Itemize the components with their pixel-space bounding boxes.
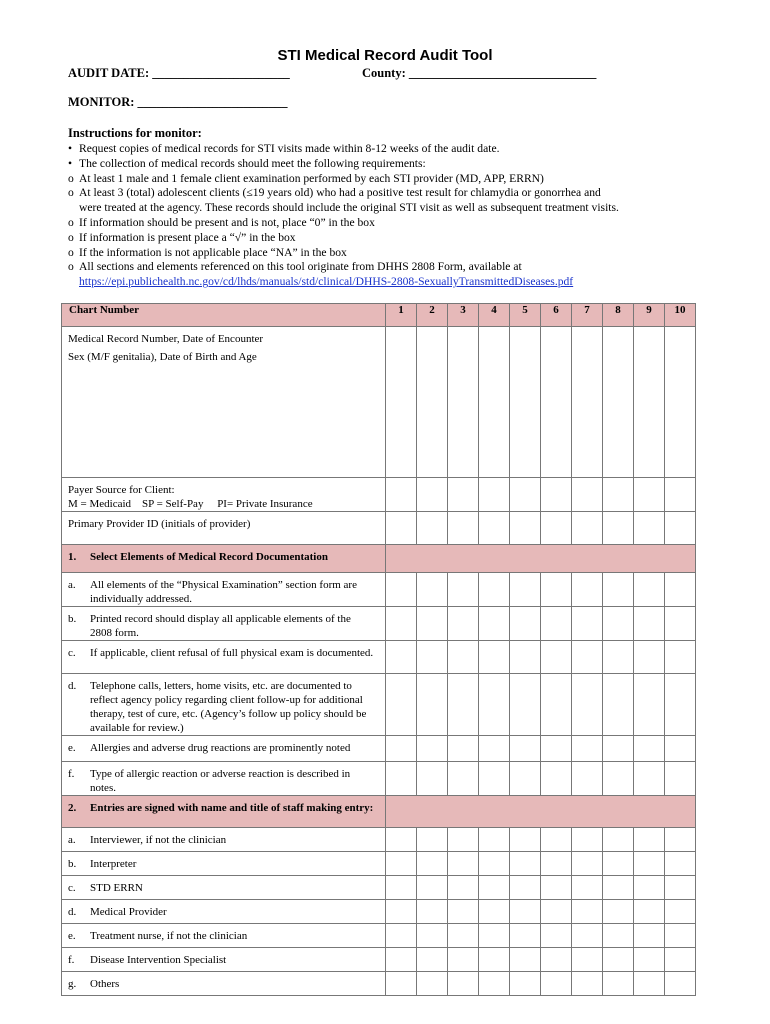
audit-date-field: AUDIT DATE: ______________________ <box>68 66 290 80</box>
audit-item-label <box>62 607 386 641</box>
instruction-item <box>68 157 698 172</box>
audit-entry-cell[interactable] <box>665 852 696 876</box>
audit-entry-cell[interactable] <box>541 852 572 876</box>
chart-column-header: 9 <box>634 304 665 327</box>
audit-entry-cell[interactable] <box>386 948 417 972</box>
audit-entry-cell[interactable] <box>634 762 665 796</box>
instruction-item <box>68 142 698 157</box>
dhhs-2808-form-link[interactable]: https://epi.publichealth.nc.gov/cd/lhds/manuals/std/clinical/DHHS-2808-SexuallyTransmittedDiseases.pdf <box>79 275 574 289</box>
audit-entry-cell[interactable] <box>417 876 448 900</box>
audit-entry-cell[interactable] <box>603 876 634 900</box>
audit-entry-cell[interactable] <box>603 736 634 762</box>
audit-entry-cell[interactable] <box>665 876 696 900</box>
audit-entry-cell[interactable] <box>634 478 665 512</box>
audit-entry-cell[interactable] <box>386 573 417 607</box>
audit-entry-cell[interactable] <box>665 828 696 852</box>
record-info-label <box>62 327 386 478</box>
audit-item-row <box>62 607 696 641</box>
audit-entry-cell[interactable] <box>448 478 479 512</box>
item-letter: a. <box>68 834 76 846</box>
audit-entry-cell[interactable] <box>572 924 603 948</box>
record-info-row <box>62 327 696 478</box>
item-letter: e. <box>68 742 76 754</box>
audit-entry-cell[interactable] <box>572 972 603 996</box>
audit-entry-cell[interactable] <box>541 900 572 924</box>
audit-entry-cell[interactable] <box>448 852 479 876</box>
audit-entry-cell[interactable] <box>386 512 417 545</box>
audit-entry-cell[interactable] <box>572 736 603 762</box>
audit-entry-cell[interactable] <box>479 573 510 607</box>
audit-entry-cell[interactable] <box>510 327 541 478</box>
item-letter: e. <box>68 930 76 942</box>
audit-entry-cell[interactable] <box>634 972 665 996</box>
section-title-text: Select Elements of Medical Record Documentation <box>90 551 328 563</box>
audit-entry-cell[interactable] <box>417 573 448 607</box>
audit-entry-cell[interactable] <box>634 876 665 900</box>
payer-source-row <box>62 478 696 512</box>
chart-column-header: 10 <box>665 304 696 327</box>
audit-entry-cell[interactable] <box>572 828 603 852</box>
audit-entry-cell[interactable] <box>417 478 448 512</box>
audit-item-label <box>62 924 386 948</box>
audit-entry-cell[interactable] <box>417 972 448 996</box>
section-title-text: Entries are signed with name and title of staff making entry: <box>90 802 374 814</box>
section-header-fill <box>386 545 696 573</box>
audit-entry-cell[interactable] <box>386 736 417 762</box>
audit-entry-cell[interactable] <box>603 607 634 641</box>
audit-item-row <box>62 900 696 924</box>
audit-entry-cell[interactable] <box>417 607 448 641</box>
audit-entry-cell[interactable] <box>386 762 417 796</box>
audit-entry-cell[interactable] <box>479 828 510 852</box>
primary-provider-row <box>62 512 696 545</box>
audit-entry-cell[interactable] <box>417 736 448 762</box>
primary-provider-label: Primary Provider ID (initials of provider) <box>62 512 386 545</box>
audit-entry-cell[interactable] <box>510 641 541 674</box>
item-text: Telephone calls, letters, home visits, etc. are documented to reflect agency policy regarding client follow-up for additional therapy, test of cure, etc. (Agency’s follow up policy should be available for review.) <box>90 680 367 734</box>
audit-entry-cell[interactable] <box>634 607 665 641</box>
audit-entry-cell[interactable] <box>479 924 510 948</box>
audit-entry-cell[interactable] <box>541 972 572 996</box>
audit-entry-cell[interactable] <box>386 607 417 641</box>
section-header-fill <box>386 796 696 828</box>
chart-column-header: 8 <box>603 304 634 327</box>
audit-entry-cell[interactable] <box>541 478 572 512</box>
audit-entry-cell[interactable] <box>634 828 665 852</box>
bullet-marker: o <box>68 230 74 244</box>
audit-entry-cell[interactable] <box>510 948 541 972</box>
audit-item-label <box>62 900 386 924</box>
audit-entry-cell[interactable] <box>572 478 603 512</box>
audit-entry-cell[interactable] <box>417 852 448 876</box>
instruction-text: If the information is not applicable place “NA” in the box <box>79 245 347 259</box>
instruction-item <box>68 201 698 216</box>
audit-entry-cell[interactable] <box>448 948 479 972</box>
audit-entry-cell[interactable] <box>572 876 603 900</box>
item-text: Medical Provider <box>90 906 167 918</box>
audit-entry-cell[interactable] <box>479 972 510 996</box>
audit-entry-cell[interactable] <box>417 762 448 796</box>
audit-entry-cell[interactable] <box>510 876 541 900</box>
audit-entry-cell[interactable] <box>510 607 541 641</box>
document-title: STI Medical Record Audit Tool <box>277 47 493 64</box>
instructions-list <box>68 142 698 290</box>
audit-entry-cell[interactable] <box>417 512 448 545</box>
audit-entry-cell[interactable] <box>603 327 634 478</box>
audit-entry-cell[interactable] <box>541 512 572 545</box>
audit-entry-cell[interactable] <box>510 573 541 607</box>
audit-entry-cell[interactable] <box>634 512 665 545</box>
audit-entry-cell[interactable] <box>634 736 665 762</box>
audit-item-label <box>62 852 386 876</box>
bullet-marker: o <box>68 171 74 185</box>
audit-entry-cell[interactable] <box>479 762 510 796</box>
audit-entry-cell[interactable] <box>510 512 541 545</box>
audit-entry-cell[interactable] <box>479 512 510 545</box>
section-header-row <box>62 796 696 828</box>
audit-entry-cell[interactable] <box>665 948 696 972</box>
audit-item-row <box>62 924 696 948</box>
audit-entry-cell[interactable] <box>541 924 572 948</box>
audit-item-label <box>62 736 386 762</box>
bullet-marker: o <box>68 260 74 274</box>
audit-item-label <box>62 762 386 796</box>
audit-entry-cell[interactable] <box>479 641 510 674</box>
record-info-line1: Medical Record Number, Date of Encounter <box>68 333 264 345</box>
audit-entry-cell[interactable] <box>448 972 479 996</box>
audit-entry-cell[interactable] <box>510 852 541 876</box>
item-text: Interpreter <box>90 858 137 870</box>
payer-line2: M = Medicaid SP = Self-Pay PI= Private Insurance <box>68 498 313 510</box>
audit-entry-cell[interactable] <box>448 876 479 900</box>
audit-entry-cell[interactable] <box>386 828 417 852</box>
audit-item-label <box>62 948 386 972</box>
chart-column-header: 3 <box>448 304 479 327</box>
audit-entry-cell[interactable] <box>541 736 572 762</box>
section-number: 2. <box>68 802 77 814</box>
instruction-item <box>68 260 698 275</box>
audit-entry-cell[interactable] <box>386 900 417 924</box>
item-text: Others <box>90 978 120 990</box>
bullet-marker: • <box>68 156 73 170</box>
item-text: Printed record should display all applicable elements of the 2808 form. <box>90 613 351 639</box>
audit-entry-cell[interactable] <box>448 924 479 948</box>
audit-entry-cell[interactable] <box>386 876 417 900</box>
bullet-marker: o <box>68 186 74 200</box>
payer-line1: Payer Source for Client: <box>68 484 175 496</box>
audit-entry-cell[interactable] <box>634 852 665 876</box>
instruction-text: were treated at the agency. These records should include the original STI visit as well as subsequent treatment visits. <box>79 201 619 215</box>
chart-column-header: 7 <box>572 304 603 327</box>
audit-entry-cell[interactable] <box>479 674 510 736</box>
audit-entry-cell[interactable] <box>448 641 479 674</box>
audit-entry-cell[interactable] <box>510 900 541 924</box>
audit-entry-cell[interactable] <box>603 852 634 876</box>
audit-entry-cell[interactable] <box>417 641 448 674</box>
audit-entry-cell[interactable] <box>603 674 634 736</box>
audit-entry-cell[interactable] <box>634 900 665 924</box>
item-letter: d. <box>68 906 77 918</box>
item-letter: c. <box>68 882 76 894</box>
instructions-title: Instructions for monitor: <box>68 126 202 140</box>
instruction-text: If information should be present and is not, place “0” in the box <box>79 215 375 229</box>
bullet-marker: o <box>68 245 74 259</box>
audit-entry-cell[interactable] <box>386 327 417 478</box>
audit-entry-cell[interactable] <box>665 762 696 796</box>
audit-entry-cell[interactable] <box>603 900 634 924</box>
audit-entry-cell[interactable] <box>448 674 479 736</box>
item-letter: g. <box>68 978 77 990</box>
audit-entry-cell[interactable] <box>417 948 448 972</box>
audit-item-row <box>62 762 696 796</box>
item-text: STD ERRN <box>90 882 143 894</box>
audit-entry-cell[interactable] <box>479 876 510 900</box>
audit-entry-cell[interactable] <box>572 327 603 478</box>
audit-item-row <box>62 573 696 607</box>
audit-entry-cell[interactable] <box>541 573 572 607</box>
audit-entry-cell[interactable] <box>448 828 479 852</box>
audit-entry-cell[interactable] <box>479 948 510 972</box>
audit-entry-cell[interactable] <box>541 327 572 478</box>
audit-entry-cell[interactable] <box>386 641 417 674</box>
audit-entry-cell[interactable] <box>417 924 448 948</box>
audit-item-row <box>62 736 696 762</box>
audit-entry-cell[interactable] <box>448 762 479 796</box>
section-title <box>62 545 386 573</box>
audit-item-label <box>62 573 386 607</box>
audit-entry-cell[interactable] <box>448 512 479 545</box>
audit-entry-cell[interactable] <box>634 641 665 674</box>
audit-entry-cell[interactable] <box>603 948 634 972</box>
item-letter: b. <box>68 613 77 625</box>
audit-entry-cell[interactable] <box>603 512 634 545</box>
audit-entry-cell[interactable] <box>541 607 572 641</box>
audit-entry-cell[interactable] <box>572 573 603 607</box>
item-text: Allergies and adverse drug reactions are prominently noted <box>90 742 351 754</box>
audit-entry-cell[interactable] <box>417 327 448 478</box>
item-letter: f. <box>68 954 75 966</box>
instruction-item <box>68 172 698 187</box>
instruction-text: Request copies of medical records for STI visits made within 8-12 weeks of the audit date. <box>79 142 500 155</box>
item-letter: a. <box>68 579 76 591</box>
audit-entry-cell[interactable] <box>510 828 541 852</box>
audit-entry-cell[interactable] <box>572 607 603 641</box>
audit-entry-cell[interactable] <box>510 762 541 796</box>
audit-entry-cell[interactable] <box>417 900 448 924</box>
audit-item-row <box>62 641 696 674</box>
audit-entry-cell[interactable] <box>634 924 665 948</box>
instruction-text: At least 1 male and 1 female client examination performed by each STI provider (MD, APP, ERRN) <box>79 171 544 185</box>
audit-item-label <box>62 828 386 852</box>
audit-entry-cell[interactable] <box>386 674 417 736</box>
audit-entry-cell[interactable] <box>603 972 634 996</box>
chart-column-header: 1 <box>386 304 417 327</box>
audit-entry-cell[interactable] <box>603 762 634 796</box>
audit-entry-cell[interactable] <box>665 512 696 545</box>
audit-entry-cell[interactable] <box>448 900 479 924</box>
audit-entry-cell[interactable] <box>541 876 572 900</box>
audit-item-label <box>62 876 386 900</box>
audit-entry-cell[interactable] <box>634 948 665 972</box>
audit-entry-cell[interactable] <box>510 972 541 996</box>
section-header-row <box>62 545 696 573</box>
audit-entry-cell[interactable] <box>448 327 479 478</box>
audit-entry-cell[interactable] <box>510 924 541 948</box>
payer-source-label <box>62 478 386 512</box>
chart-column-header: 4 <box>479 304 510 327</box>
audit-entry-cell[interactable] <box>572 852 603 876</box>
audit-entry-cell[interactable] <box>541 828 572 852</box>
audit-entry-cell[interactable] <box>572 512 603 545</box>
instruction-item <box>68 246 698 261</box>
audit-entry-cell[interactable] <box>479 736 510 762</box>
item-text: All elements of the “Physical Examination” section form are individually addressed. <box>90 579 357 605</box>
audit-item-row <box>62 674 696 736</box>
audit-entry-cell[interactable] <box>510 478 541 512</box>
audit-item-label <box>62 972 386 996</box>
audit-entry-cell[interactable] <box>572 762 603 796</box>
instruction-link-item <box>68 275 698 290</box>
audit-entry-cell[interactable] <box>479 327 510 478</box>
audit-entry-cell[interactable] <box>479 478 510 512</box>
audit-entry-cell[interactable] <box>665 924 696 948</box>
audit-item-row <box>62 972 696 996</box>
instruction-item <box>68 186 698 201</box>
audit-entry-cell[interactable] <box>665 607 696 641</box>
item-text: Interviewer, if not the clinician <box>90 834 227 846</box>
instruction-text: All sections and elements referenced on this tool originate from DHHS 2808 Form, available at <box>79 260 522 274</box>
instruction-item <box>68 231 698 246</box>
item-text: Disease Intervention Specialist <box>90 954 227 966</box>
audit-entry-cell[interactable] <box>386 852 417 876</box>
audit-entry-cell[interactable] <box>572 900 603 924</box>
audit-entry-cell[interactable] <box>572 641 603 674</box>
audit-entry-cell[interactable] <box>510 736 541 762</box>
audit-entry-cell[interactable] <box>665 736 696 762</box>
audit-entry-cell[interactable] <box>541 762 572 796</box>
bullet-marker: • <box>68 142 73 155</box>
county-field: County: ______________________________ <box>362 66 597 80</box>
audit-entry-cell[interactable] <box>386 478 417 512</box>
audit-entry-cell[interactable] <box>417 828 448 852</box>
item-text: If applicable, client refusal of full physical exam is documented. <box>90 647 374 659</box>
audit-entry-cell[interactable] <box>665 641 696 674</box>
audit-entry-cell[interactable] <box>665 327 696 478</box>
item-letter: b. <box>68 858 77 870</box>
audit-entry-cell[interactable] <box>665 900 696 924</box>
audit-entry-cell[interactable] <box>417 674 448 736</box>
audit-entry-cell[interactable] <box>665 573 696 607</box>
audit-entry-cell[interactable] <box>603 573 634 607</box>
audit-entry-cell[interactable] <box>479 900 510 924</box>
audit-entry-cell[interactable] <box>603 641 634 674</box>
instruction-text: The collection of medical records should meet the following requirements: <box>79 156 426 170</box>
section-number: 1. <box>68 551 77 563</box>
audit-entry-cell[interactable] <box>603 478 634 512</box>
item-letter: c. <box>68 647 76 659</box>
item-letter: d. <box>68 680 77 692</box>
item-text: Treatment nurse, if not the clinician <box>90 930 248 942</box>
audit-item-label <box>62 674 386 736</box>
section-title <box>62 796 386 828</box>
audit-entry-cell[interactable] <box>634 674 665 736</box>
audit-item-label <box>62 641 386 674</box>
audit-item-row <box>62 948 696 972</box>
audit-entry-cell[interactable] <box>665 478 696 512</box>
bullet-marker: o <box>68 215 74 229</box>
audit-entry-cell[interactable] <box>572 674 603 736</box>
audit-entry-cell[interactable] <box>479 607 510 641</box>
audit-table <box>61 303 696 996</box>
audit-entry-cell[interactable] <box>479 852 510 876</box>
audit-entry-cell[interactable] <box>634 327 665 478</box>
instruction-text: At least 3 (total) adolescent clients (≤19 years old) who had a positive test result for chlamydia or gonorrhea and <box>79 186 601 200</box>
item-text: Type of allergic reaction or adverse reaction is described in notes. <box>90 768 351 794</box>
item-letter: f. <box>68 768 75 780</box>
instruction-item <box>68 216 698 231</box>
audit-item-row <box>62 828 696 852</box>
chart-column-header: 2 <box>417 304 448 327</box>
audit-entry-cell[interactable] <box>386 972 417 996</box>
chart-number-header-row <box>62 304 696 327</box>
record-info-line2: Sex (M/F genitalia), Date of Birth and Age <box>68 351 257 363</box>
chart-number-label: Chart Number <box>62 304 386 327</box>
audit-entry-cell[interactable] <box>448 736 479 762</box>
audit-entry-cell[interactable] <box>665 972 696 996</box>
audit-entry-cell[interactable] <box>386 924 417 948</box>
chart-column-header: 5 <box>510 304 541 327</box>
audit-entry-cell[interactable] <box>603 828 634 852</box>
audit-entry-cell[interactable] <box>541 948 572 972</box>
instruction-text: If information is present place a “√” in the box <box>79 230 296 244</box>
audit-entry-cell[interactable] <box>634 573 665 607</box>
audit-item-row <box>62 852 696 876</box>
audit-item-row <box>62 876 696 900</box>
audit-entry-cell[interactable] <box>541 674 572 736</box>
audit-entry-cell[interactable] <box>448 607 479 641</box>
audit-entry-cell[interactable] <box>572 948 603 972</box>
audit-entry-cell[interactable] <box>603 924 634 948</box>
audit-entry-cell[interactable] <box>448 573 479 607</box>
audit-entry-cell[interactable] <box>665 674 696 736</box>
audit-entry-cell[interactable] <box>510 674 541 736</box>
chart-column-header: 6 <box>541 304 572 327</box>
monitor-field: MONITOR: ________________________ <box>68 95 288 109</box>
audit-entry-cell[interactable] <box>541 641 572 674</box>
